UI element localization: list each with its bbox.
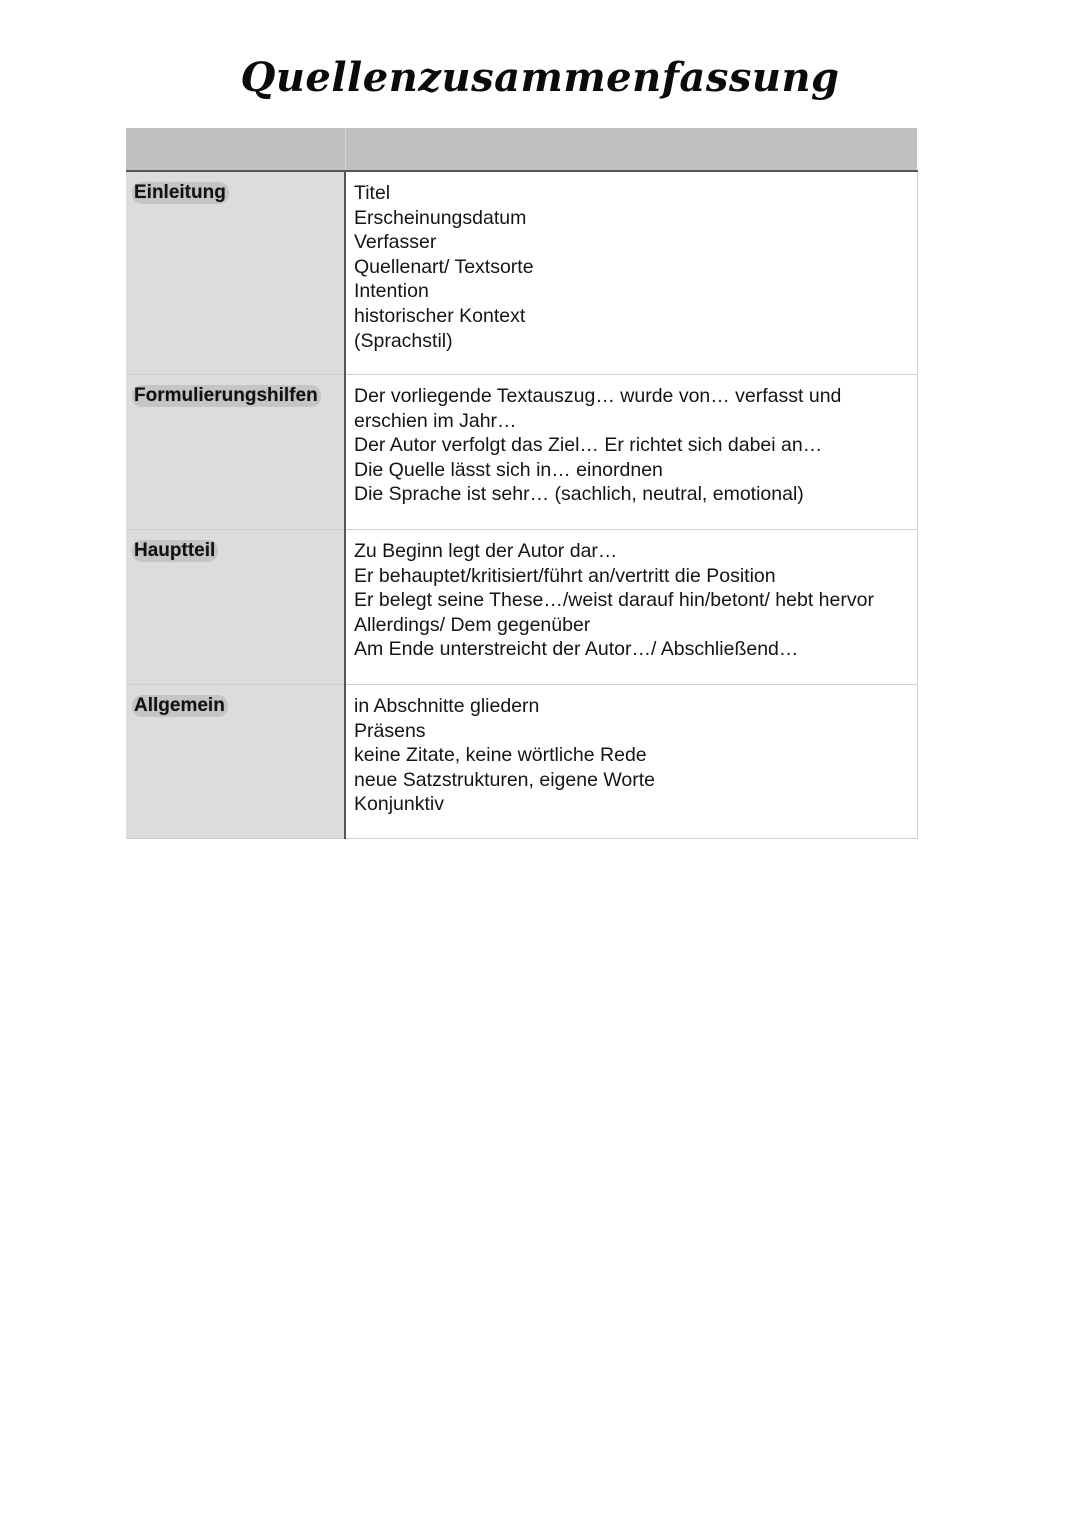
table-row — [126, 685, 917, 839]
row-label-hauptteil: Hauptteil — [132, 540, 218, 562]
content-line: Intention — [354, 280, 429, 303]
content-line: Die Quelle lässt sich in… einordnen — [354, 458, 663, 481]
content-line: Titel — [354, 182, 391, 204]
content-line: Erscheinungsdatum — [354, 206, 527, 229]
row-content-cell — [345, 530, 917, 685]
table-header-cell — [345, 128, 917, 171]
content-line: Quellenart/ Textsorte — [354, 255, 534, 278]
table-row — [126, 530, 917, 685]
table-header-cell — [126, 128, 345, 171]
row-label-formulierungshilfen: Formulierungshilfen — [132, 385, 321, 407]
row-label-cell — [126, 375, 345, 530]
row-label-einleitung: Einleitung — [132, 182, 229, 204]
content-line: erschien im Jahr… — [354, 409, 517, 432]
row-content-cell — [345, 171, 917, 375]
content-line: Konjunktiv — [354, 793, 444, 816]
content-line: Am Ende unterstreicht der Autor…/ Abschließend… — [354, 638, 799, 661]
content-line: Präsens — [354, 719, 426, 742]
table-row — [126, 171, 917, 375]
content-line: Verfasser — [354, 231, 437, 254]
summary-table — [126, 128, 918, 839]
content-line: keine Zitate, keine wörtliche Rede — [354, 744, 647, 767]
content-line: Die Sprache ist sehr… (sachlich, neutral, emotional) — [354, 483, 804, 506]
content-line: neue Satzstrukturen, eigene Worte — [354, 768, 655, 791]
content-line: (Sprachstil) — [354, 329, 453, 352]
content-line: in Abschnitte gliedern — [354, 695, 540, 717]
row-label-cell — [126, 530, 345, 685]
page-title: Quellenzusammenfassung — [230, 52, 849, 104]
content-line: Er behauptet/kritisiert/führt an/vertritt die Position — [354, 564, 776, 587]
title-container — [0, 52, 1080, 104]
content-line: historischer Kontext — [354, 304, 526, 327]
table-row — [126, 375, 917, 530]
content-line: Der vorliegende Textauszug… wurde von… verfasst und — [354, 385, 842, 407]
row-content-cell — [345, 685, 917, 839]
content-line: Zu Beginn legt der Autor dar… — [354, 540, 618, 562]
row-label-cell — [126, 171, 345, 375]
row-label-cell — [126, 685, 345, 839]
row-label-allgemein: Allgemein — [132, 695, 228, 717]
row-content-cell — [345, 375, 917, 530]
content-line: Allerdings/ Dem gegenüber — [354, 613, 591, 636]
content-line: Er belegt seine These…/weist darauf hin/betont/ hebt hervor — [354, 589, 874, 612]
content-line: Der Autor verfolgt das Ziel… Er richtet sich dabei an… — [354, 434, 823, 457]
table-header-row — [126, 128, 917, 171]
